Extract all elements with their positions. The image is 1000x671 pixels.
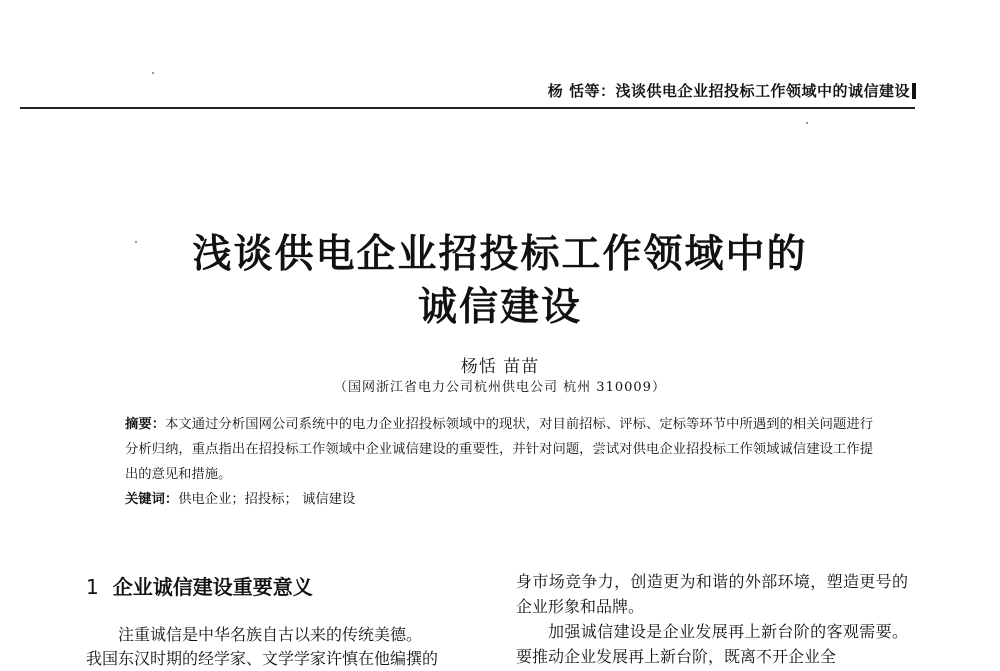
authors: 杨恬 苗苗 xyxy=(460,357,540,377)
abstract-text: 本文通过分析国网公司系统中的电力企业招投标领域中的现状，对目前招标、评标、定标等环节中所遇到的相关问题进行分析归纳，重点指出在招投标工作领域中企业诚信建设的重要性，并针对问题，尝试对供电企业招投标工作领域诚信建设工作提出的意见和措施。 xyxy=(125,417,874,482)
header-end-mark xyxy=(912,83,916,99)
keywords xyxy=(125,487,873,512)
paper-title-line-1: 浅谈供电企业招投标工作领域中的 xyxy=(192,232,808,277)
paper-title-line-2: 诚信建设 xyxy=(417,285,582,330)
right-column xyxy=(516,569,908,669)
header-rule xyxy=(20,107,915,109)
section-number: 1 xyxy=(86,575,99,599)
section-heading xyxy=(86,571,313,600)
body-paragraph: 身市场竞争力，创造更为和谐的外部环境，塑造更号的企业形象和品牌。 xyxy=(516,572,908,616)
scan-speck xyxy=(806,122,808,124)
affiliation: （国网浙江省电力公司杭州供电公司 杭州 310009） xyxy=(334,380,666,395)
section-title: 企业诚信建设重要意义 xyxy=(112,575,313,599)
left-column xyxy=(86,623,478,671)
abstract-label: 摘要： xyxy=(125,417,166,432)
abstract xyxy=(125,412,873,487)
keywords-label: 关键词： xyxy=(125,492,179,507)
keywords-text: 供电企业；招投标； 诚信建设 xyxy=(178,492,356,507)
running-header: 杨 恬等：浅谈供电企业招投标工作领域中的诚信建设 xyxy=(547,82,910,100)
body-line: 我国东汉时期的经学家、文学学家许慎在他编撰的 xyxy=(86,649,439,668)
paper-title xyxy=(0,228,1000,334)
scan-speck xyxy=(152,72,154,74)
body-line: 注重诚信是中华名族自古以来的传统美德。 xyxy=(118,625,423,644)
body-paragraph: 加强诚信建设是企业发展再上新台阶的客观需要。要推动企业发展再上新台阶，既离不开企业全 xyxy=(516,622,908,666)
